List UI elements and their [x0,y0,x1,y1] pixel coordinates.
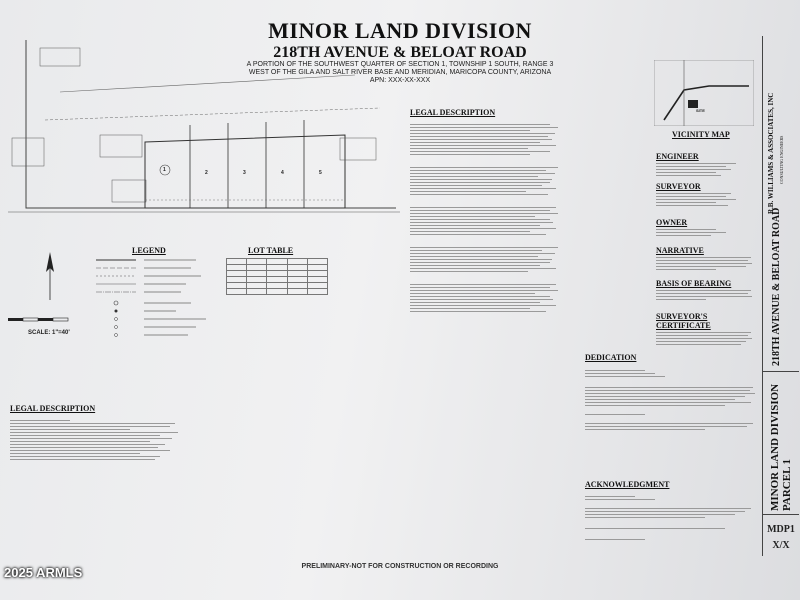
vicinity-map-heading: VICINITY MAP [672,130,730,139]
legend-symbol [115,310,118,313]
divider [763,514,799,515]
plat-drawing [0,30,410,240]
plat-street-title: 218TH AVENUE & BELOAT ROAD [273,44,527,61]
dedication-heading: DEDICATION [585,353,637,362]
legal-description-bottom-heading: LEGAL DESCRIPTION [10,404,96,413]
legal-description-heading: LEGAL DESCRIPTION [410,108,496,117]
lot-5-label: 5 [319,170,322,176]
plat-title: MINOR LAND DIVISION [268,18,532,43]
legend-symbol [115,318,118,321]
callout-box [100,135,142,157]
lot-table-heading: LOT TABLE [248,246,294,255]
firm-name: R.B. WILLIAMS & ASSOCIATES, INC [767,92,775,214]
narrative-block [656,246,756,272]
legend-symbol [114,301,118,305]
surveyor-block [656,182,756,208]
scale-bar [8,316,78,324]
owner-heading: OWNER [656,218,688,227]
lot-1-label: 1 [163,167,166,173]
vicinity-map [654,60,754,126]
callout-box [112,180,146,202]
lot-4-label: 4 [281,170,284,176]
table-row [227,289,328,295]
sheet-of: X/X [772,540,790,551]
scale-label: SCALE: 1"=40' [28,330,70,336]
surveyors-certificate-heading: SURVEYOR'S CERTIFICATE [656,312,711,330]
legal-description-bottom-text [10,418,180,462]
lot-2-label: 2 [205,170,208,176]
sheet-number: MDP1 [767,524,795,535]
callout-box [12,138,44,166]
legend-symbols [96,257,216,352]
basis-of-bearing-block [656,279,756,302]
engineer-block [656,152,756,178]
boundary-outer [26,40,396,208]
project-name: 218TH AVENUE & BELOAT ROAD [771,207,782,366]
north-arrow-icon [40,252,60,302]
owner-block [656,218,756,238]
legend-symbol [115,334,118,337]
vicinity-site-marker [688,100,698,108]
surveyor-heading: SURVEYOR [656,182,701,191]
title-block [762,36,799,556]
subtitle-line-3: APN: XXX-XX-XXX [369,77,431,84]
subtitle-line-2: WEST OF THE GILA AND SALT RIVER BASE AND MERIDIAN, MARICOPA COUNTY, ARIZONA [248,69,552,76]
acknowledgment-text [585,494,755,542]
legal-description-text [410,122,560,314]
surveyors-certificate-block [656,312,756,347]
sheet-title: MINOR LAND DIVISION PARCEL 1 [769,383,793,511]
divider [763,371,799,372]
firm-subtitle: CONSULTING ENGINEERS [779,135,784,184]
engineer-heading: ENGINEER [656,152,699,161]
vicinity-road [664,86,749,120]
acknowledgment-heading: ACKNOWLEDGMENT [585,480,670,489]
callout-box [40,48,80,66]
basis-of-bearing-heading: BASIS OF BEARING [656,279,732,288]
lot-table [226,258,328,295]
vicinity-site-label: SITE [696,108,705,113]
lot-3-label: 3 [243,170,246,176]
preliminary-notice: PRELIMINARY-NOT FOR CONSTRUCTION OR RECORDING [301,563,499,570]
legend-heading: LEGEND [132,246,166,255]
vicinity-map-frame [654,60,754,126]
narrative-heading: NARRATIVE [656,246,704,255]
dedication-text [585,368,755,432]
watermark: 2025 ARMLS [4,565,83,580]
road-line [60,75,355,92]
legend-symbol [115,326,118,329]
subtitle-line-1: A PORTION OF THE SOUTHWEST QUARTER OF SECTION 1, TOWNSHIP 1 SOUTH, RANGE 3 [246,61,554,68]
easement-line [45,108,380,120]
